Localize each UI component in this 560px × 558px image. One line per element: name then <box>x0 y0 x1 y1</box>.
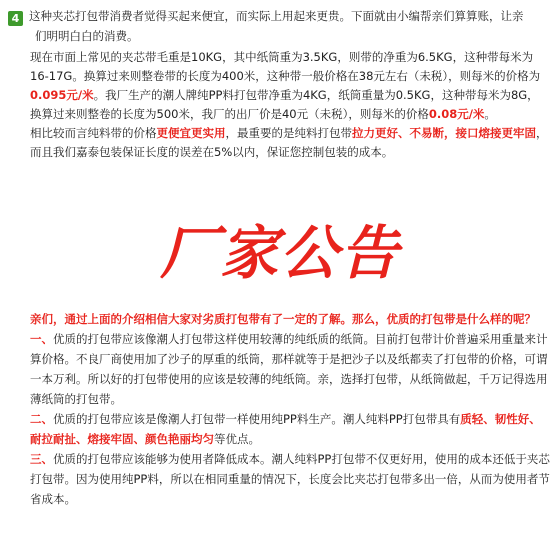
notice-item-2 <box>30 409 550 449</box>
notice-item-1 <box>30 329 550 409</box>
item-3-number: 三、 <box>30 452 53 466</box>
factory-notice-headline: 厂家公告 <box>159 219 400 287</box>
step-badge: 4 <box>8 11 23 26</box>
item-2-end: 等优点。 <box>214 432 260 446</box>
comparison-text-4: 相比较而言纯料带的价格 <box>30 126 157 140</box>
comparison-paragraph-2 <box>30 124 550 162</box>
item-1-text: 优质的打包带应该像潮人打包带这样使用较薄的纯纸质的纸筒。目前打包带计价普遍采用重量来计算价格。不良厂商使用加了沙子的厚重的纸筒，那样就等于是把沙子以及纸都卖了打包带的价格，可谓一本万利。所以好的打包带使用的应该是较薄的纯纸筒。亲，选择打包带，从纸筒做起，千万记得选用薄纸筒的打包带。 <box>30 332 548 406</box>
price-comparison <box>30 48 550 162</box>
notice-lead: 亲们，通过上面的介绍相信大家对劣质打包带有了一定的了解。那么，优质的打包带是什么样的呢？ <box>30 312 536 326</box>
item-2-number: 二、 <box>30 412 53 426</box>
item-3-text: 优质的打包带应该能够为使用者降低成本。潮人纯料PP打包带不仅更好用，使用的成本还低于夹芯打包带。因为使用纯PP料，所以在相同重量的情况下，长度会比夹芯打包带多出一倍，从而为使用者节省成本。 <box>30 452 550 506</box>
price-per-meter-competitor: 0.095元/米 <box>30 88 94 102</box>
highlight-cheaper: 更便宜更实用 <box>156 126 226 140</box>
comparison-text-6: ，而且我们嘉泰包装保证长度的误差在5%以内，保证您控制包装的成本。 <box>30 126 548 159</box>
item-1-number: 一、 <box>30 332 53 346</box>
notice-item-3 <box>30 449 550 509</box>
comparison-text-5: ，最重要的是纯料打包带 <box>225 126 352 140</box>
intro <box>8 6 552 46</box>
item-2-highlight: 质轻、韧性好、耐拉耐扯、熔接牢固、颜色艳丽均匀 <box>30 412 541 446</box>
intro-line-1 <box>8 6 552 26</box>
comparison-text-1: 现在市面上常见的夹芯带毛重是10KG，其中纸筒重为3.5KG，则带的净重为6.5KG，这种带每米为16-17G。换算过来则整卷带的长度为400米，这种带一般价格在38元左右（未税），则每米的价格为 <box>30 50 541 83</box>
intro-line-2: 们明明白白的消费。 <box>35 29 139 43</box>
intro-text-1: 这种夹芯打包带消费者觉得买起来便宜，而实际上用起来更贵。下面就由小编帮亲们算算账，让亲 <box>29 9 524 23</box>
item-2-text: 优质的打包带应该是像潮人打包带一样使用纯PP料生产。潮人纯料PP打包带具有 <box>53 412 461 426</box>
comparison-text-2: 。我厂生产的潮人牌纯PP料打包带净重为4KG，纸筒重量为0.5KG，这种带每米为8G，换算过来则整卷的长度为500米，我厂的出厂价是40元（未税），则每米的价格 <box>30 88 539 121</box>
comparison-paragraph-1 <box>30 48 550 124</box>
notice-section <box>30 309 550 509</box>
highlight-strength: 拉力更好、不易断，接口熔接更牢固 <box>352 126 536 140</box>
comparison-text-3: 。 <box>484 107 496 121</box>
price-per-meter-ours: 0.08元/米 <box>428 107 485 121</box>
